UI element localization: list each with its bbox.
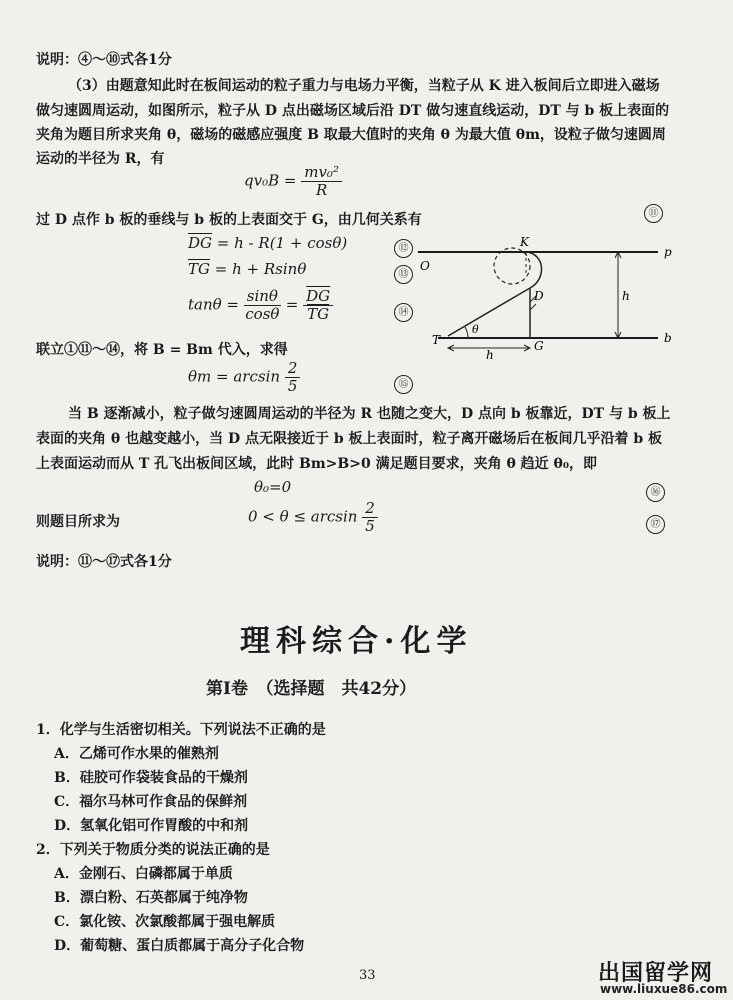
hatch-mark — [530, 304, 536, 310]
eq14-num2: $\overline{DG}$ — [303, 288, 333, 306]
question-2-option-a: A．金刚石、白磷都属于单质 — [54, 866, 233, 882]
question-1-option-b: B．硅胶可作袋装食品的干燥剂 — [54, 770, 248, 786]
watermark-site-name: 出国留学网 — [598, 961, 714, 986]
eq14-equals: = — [285, 295, 299, 314]
eq15-lhs: θm = arcsin — [188, 367, 281, 386]
theta-arc — [465, 327, 468, 338]
eq12-tag: ⑫ — [394, 239, 413, 258]
question-2-option-c: C．氯化铵、次氯酸都属于强电解质 — [54, 914, 276, 930]
label-g: G — [534, 339, 544, 353]
eq13-tag: ⑬ — [394, 265, 413, 284]
para2-line3: 上表面运动而从 T 孔飞出板间区域，此时 Bm>B>0 满足题目要求，夹角 θ 趋近 θ₀，即 — [36, 456, 598, 472]
eq14-den2: TG — [307, 305, 330, 323]
label-o: O — [420, 259, 430, 273]
eq15-den: 5 — [287, 377, 298, 395]
equation-15 — [188, 360, 300, 395]
question-1-option-d: D．氢氧化铝可作胃酸的中和剂 — [54, 818, 249, 834]
section-subtitle: 第Ⅰ卷 （选择题 共42分） — [206, 679, 417, 699]
question-1-option-c: C．福尔马林可作食品的保鲜剂 — [54, 794, 248, 810]
label-k: K — [520, 235, 529, 249]
eq17-num: 2 — [362, 500, 378, 518]
eq14-lhs: tanθ = — [188, 295, 239, 314]
label-theta: θ — [472, 323, 479, 336]
question-1-option-a: A．乙烯可作水果的催熟剂 — [54, 746, 219, 762]
eq17-lhs: 0 < θ ≤ arcsin — [248, 507, 358, 526]
para3-line4: 运动的半径为 R，有 — [36, 151, 165, 167]
eq15-tag: ⑮ — [394, 375, 413, 394]
eq15-num: 2 — [285, 360, 301, 378]
answer-intro: 则题目所求为 — [36, 514, 120, 530]
para3-line1: （3）由题意知此时在板间运动的粒子重力与电场力平衡，当粒子从 K 进入板间后立即进入磁场 — [68, 78, 660, 94]
geometry-intro: 过 D 点作 b 板的垂线与 b 板的上表面交于 G，由几何关系有 — [36, 212, 422, 228]
eq14-tag: ⑭ — [394, 303, 413, 322]
magnetic-field-circle — [494, 248, 530, 284]
question-2-stem: 2．下列关于物质分类的说法正确的是 — [36, 842, 270, 858]
geometry-figure — [418, 232, 678, 360]
note-bottom: 说明：⑪～⑰式各1分 — [36, 554, 172, 570]
question-1-stem: 1．化学与生活密切相关。下列说法不正确的是 — [36, 722, 326, 738]
eq12-lhs: $\overline{DG}$ — [188, 234, 213, 252]
eq13-lhs: $\overline{TG}$ — [188, 260, 210, 278]
para3-line3: 夹角为题目所求夹角 θ，磁场的磁感应强度 B 取最大值时的夹角 θ 为最大值 θm，设粒子做匀速圆周 — [36, 127, 666, 143]
eq11-den: R — [315, 181, 328, 199]
para3-line2: 做匀速圆周运动，如图所示，粒子从 D 点出磁场区域后沿 DT 做匀速直线运动，DT 与 b 板上表面的 — [36, 103, 670, 119]
eq17-tag: ⑰ — [646, 515, 665, 534]
label-t: T — [432, 333, 441, 347]
equation-14 — [188, 288, 333, 323]
watermark-url: www.liuxue86.com — [600, 982, 728, 996]
label-b: b — [664, 331, 672, 345]
eq11-num: mv₀² — [301, 164, 342, 182]
equation-13 — [188, 260, 306, 278]
eq13-rhs: = h + Rsinθ — [214, 260, 307, 278]
label-h-horizontal: h — [486, 348, 494, 360]
eq17-den: 5 — [365, 517, 375, 535]
equation-17 — [248, 500, 378, 535]
eq16-tag: ⑯ — [646, 483, 665, 502]
eq11-tag: ⑪ — [644, 204, 663, 223]
question-2-option-b: B．漂白粉、石英都属于纯净物 — [54, 890, 248, 906]
page-number: 33 — [359, 968, 376, 983]
label-d: D — [534, 289, 544, 303]
equation-12 — [188, 234, 347, 252]
eq14-num1: sinθ — [244, 288, 281, 306]
equation-11 — [244, 164, 342, 199]
combine-line: 联立①⑪～⑭，将 B = Bm 代入，求得 — [36, 342, 288, 358]
eq11-lhs: qv₀B = — [244, 171, 297, 190]
question-2-option-d: D．葡萄糖、蛋白质都属于高分子化合物 — [54, 938, 305, 954]
section-title: 理科综合·化学 — [240, 624, 473, 659]
label-h-vertical: h — [622, 289, 630, 303]
equation-16: θ₀=0 — [254, 478, 292, 496]
trajectory-arc — [526, 252, 542, 288]
eq12-rhs: = h - R(1 + cosθ) — [216, 234, 348, 252]
para2-line2: 表面的夹角 θ 也越变越小，当 D 点无限接近于 b 板上表面时，粒子离开磁场后在板间几乎沿着 b 板 — [36, 431, 663, 447]
label-p: p — [664, 245, 672, 259]
para2-line1: 当 B 逐渐减小，粒子做匀速圆周运动的半径为 R 也随之变大，D 点向 b 板靠近，DT 与 b 板上 — [68, 406, 671, 422]
note-top: 说明：④～⑩式各1分 — [36, 52, 172, 68]
eq14-den1: cosθ — [245, 305, 280, 323]
dt-line — [448, 288, 530, 336]
